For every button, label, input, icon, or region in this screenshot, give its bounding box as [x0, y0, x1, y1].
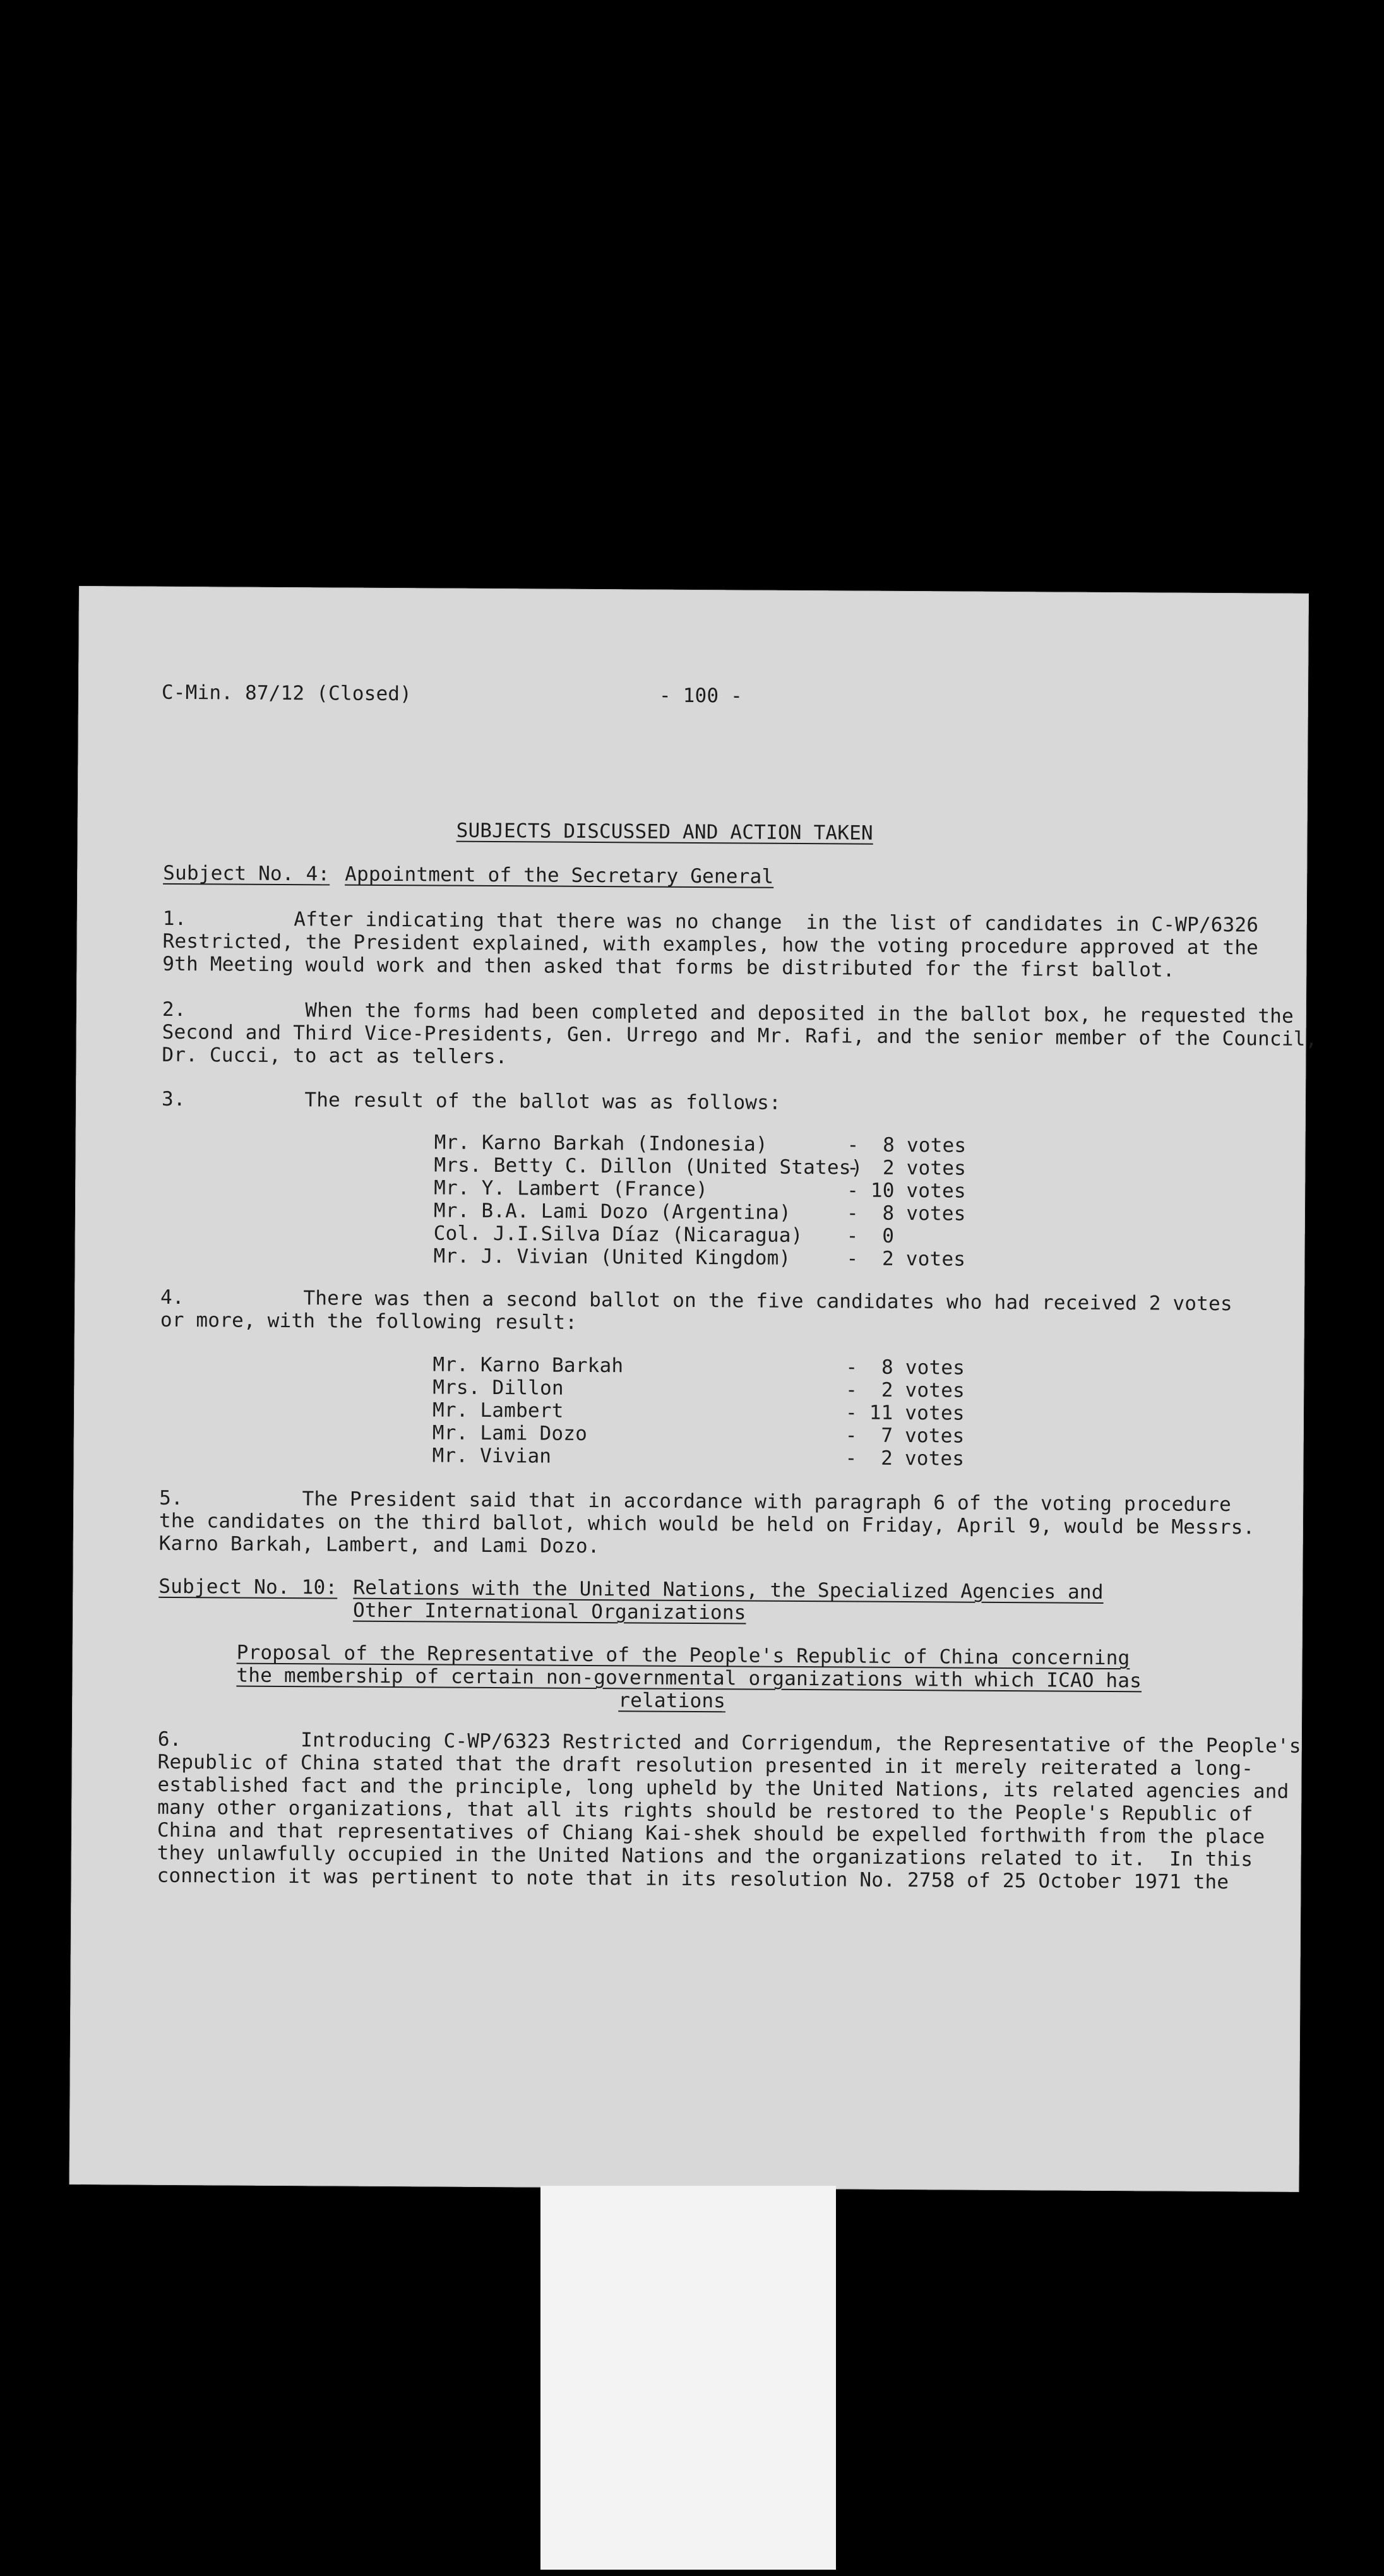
paragraph-2-line-1: 2. When the forms had been completed and deposited in the ballot box, he requested the: [162, 998, 1294, 1028]
ballot-1-candidate: Mr. B.A. Lami Dozo (Argentina): [433, 1199, 791, 1224]
paragraph-6-line-5: China and that representatives of Chiang Kai-shek should be expelled forthwith from the place: [157, 1818, 1265, 1849]
ballot-1-candidate: Mr. Y. Lambert (France): [434, 1176, 708, 1202]
ballot-1-candidate: Col. J.I.Silva Díaz (Nicaragua): [433, 1222, 803, 1248]
ballot-2-votes: - 2 votes: [845, 1446, 965, 1470]
ballot-1-votes: - 2 votes: [847, 1156, 967, 1180]
paragraph-4-line-1: 4. There was then a second ballot on the five candidates who had received 2 votes: [160, 1285, 1232, 1316]
paragraph-2-line-2: Second and Third Vice-Presidents, Gen. Urrego and Mr. Rafi, and the senior member of the Council,: [162, 1020, 1318, 1051]
paragraph-3: 3. The result of the ballot was as follows:: [161, 1087, 782, 1114]
ballot-1-votes: - 2 votes: [846, 1247, 966, 1271]
subject-10-label: Subject No. 10:: [158, 1575, 338, 1599]
paragraph-6-line-3: established fact and the principle, long upheld by the United Nations, its related agencies and: [157, 1773, 1289, 1803]
proposal-title-line-2: the membership of certain non-governmental organizations with which ICAO has: [236, 1664, 1142, 1693]
paragraph-5-line-2: the candidates on the third ballot, which would be held on Friday, April 9, would be Messrs.: [158, 1509, 1255, 1539]
ballot-2-candidate: Mr. Vivian: [432, 1444, 552, 1468]
ballot-2-candidate: Mrs. Dillon: [432, 1376, 564, 1400]
ballot-1-candidate: Mr. Karno Barkah (Indonesia): [434, 1131, 768, 1156]
paragraph-1-line-3: 9th Meeting would work and then asked that forms be distributed for the first ballot.: [162, 952, 1175, 982]
ballot-2-candidate: Mr. Karno Barkah: [432, 1353, 624, 1378]
ballot-1-candidate: Mr. J. Vivian (United Kingdom): [433, 1244, 791, 1270]
ballot-2-votes: - 11 votes: [845, 1401, 965, 1425]
document-reference: C-Min. 87/12 (Closed): [161, 681, 412, 706]
blank-card: [540, 2186, 836, 2570]
paragraph-6-line-2: Republic of China stated that the draft resolution presented in it merely reiterated a long-: [157, 1750, 1254, 1780]
paragraph-6-line-1: 6. Introducing C-WP/6323 Restricted and Corrigendum, the Representative of the People's: [157, 1727, 1301, 1758]
ballot-2-votes: - 8 votes: [845, 1356, 965, 1380]
ballot-1-votes: - 8 votes: [847, 1133, 967, 1157]
proposal-title-line-1: Proposal of the Representative of the People's Republic of China concerning: [236, 1641, 1130, 1670]
paragraph-5-line-3: Karno Barkah, Lambert, and Lami Dozo.: [158, 1532, 600, 1558]
ballot-2-candidate: Mr. Lami Dozo: [432, 1421, 588, 1445]
page-number: - 100 -: [659, 684, 743, 708]
paragraph-1-line-1: 1. After indicating that there was no change in the list of candidates in C-WP/6326: [162, 907, 1259, 937]
ballot-1-candidate: Mrs. Betty C. Dillon (United States): [434, 1154, 863, 1179]
paragraph-6-line-4: many other organizations, that all its rights should be restored to the People's Republic of: [157, 1796, 1253, 1826]
document-page: [69, 586, 1318, 2192]
paragraph-5-line-1: 5. The President said that in accordance with paragraph 6 of the voting procedure: [159, 1486, 1231, 1517]
paragraph-6-line-7: connection it was pertinent to note that in its resolution No. 2758 of 25 October 1971 the: [157, 1864, 1229, 1894]
subject-4-label: Subject No. 4:: [163, 861, 330, 886]
subject-4-title: Appointment of the Secretary General: [345, 862, 774, 888]
ballot-2-candidate: Mr. Lambert: [432, 1398, 564, 1422]
subject-10-title-line-2: Other International Organizations: [352, 1599, 746, 1625]
ballot-1-votes: - 10 votes: [847, 1179, 966, 1203]
ballot-1-votes: - 8 votes: [846, 1202, 966, 1225]
paragraph-2-line-3: Dr. Cucci, to act as tellers.: [162, 1043, 508, 1069]
ballot-2-votes: - 2 votes: [845, 1378, 965, 1402]
subject-10-title-line-1: Relations with the United Nations, the Specialized Agencies and: [353, 1576, 1104, 1604]
paragraph-4-line-2: or more, with the following result:: [160, 1308, 578, 1334]
paragraph-6-line-6: they unlawfully occupied in the United Nations and the organizations related to it. In this: [157, 1841, 1253, 1871]
proposal-title-line-3: relations: [618, 1689, 726, 1713]
ballot-2-votes: - 7 votes: [845, 1424, 965, 1448]
paragraph-1-line-2: Restricted, the President explained, with examples, how the voting procedure approved at the: [162, 929, 1259, 960]
section-heading: SUBJECTS DISCUSSED AND ACTION TAKEN: [456, 819, 873, 845]
ballot-1-votes: - 0: [846, 1224, 895, 1248]
